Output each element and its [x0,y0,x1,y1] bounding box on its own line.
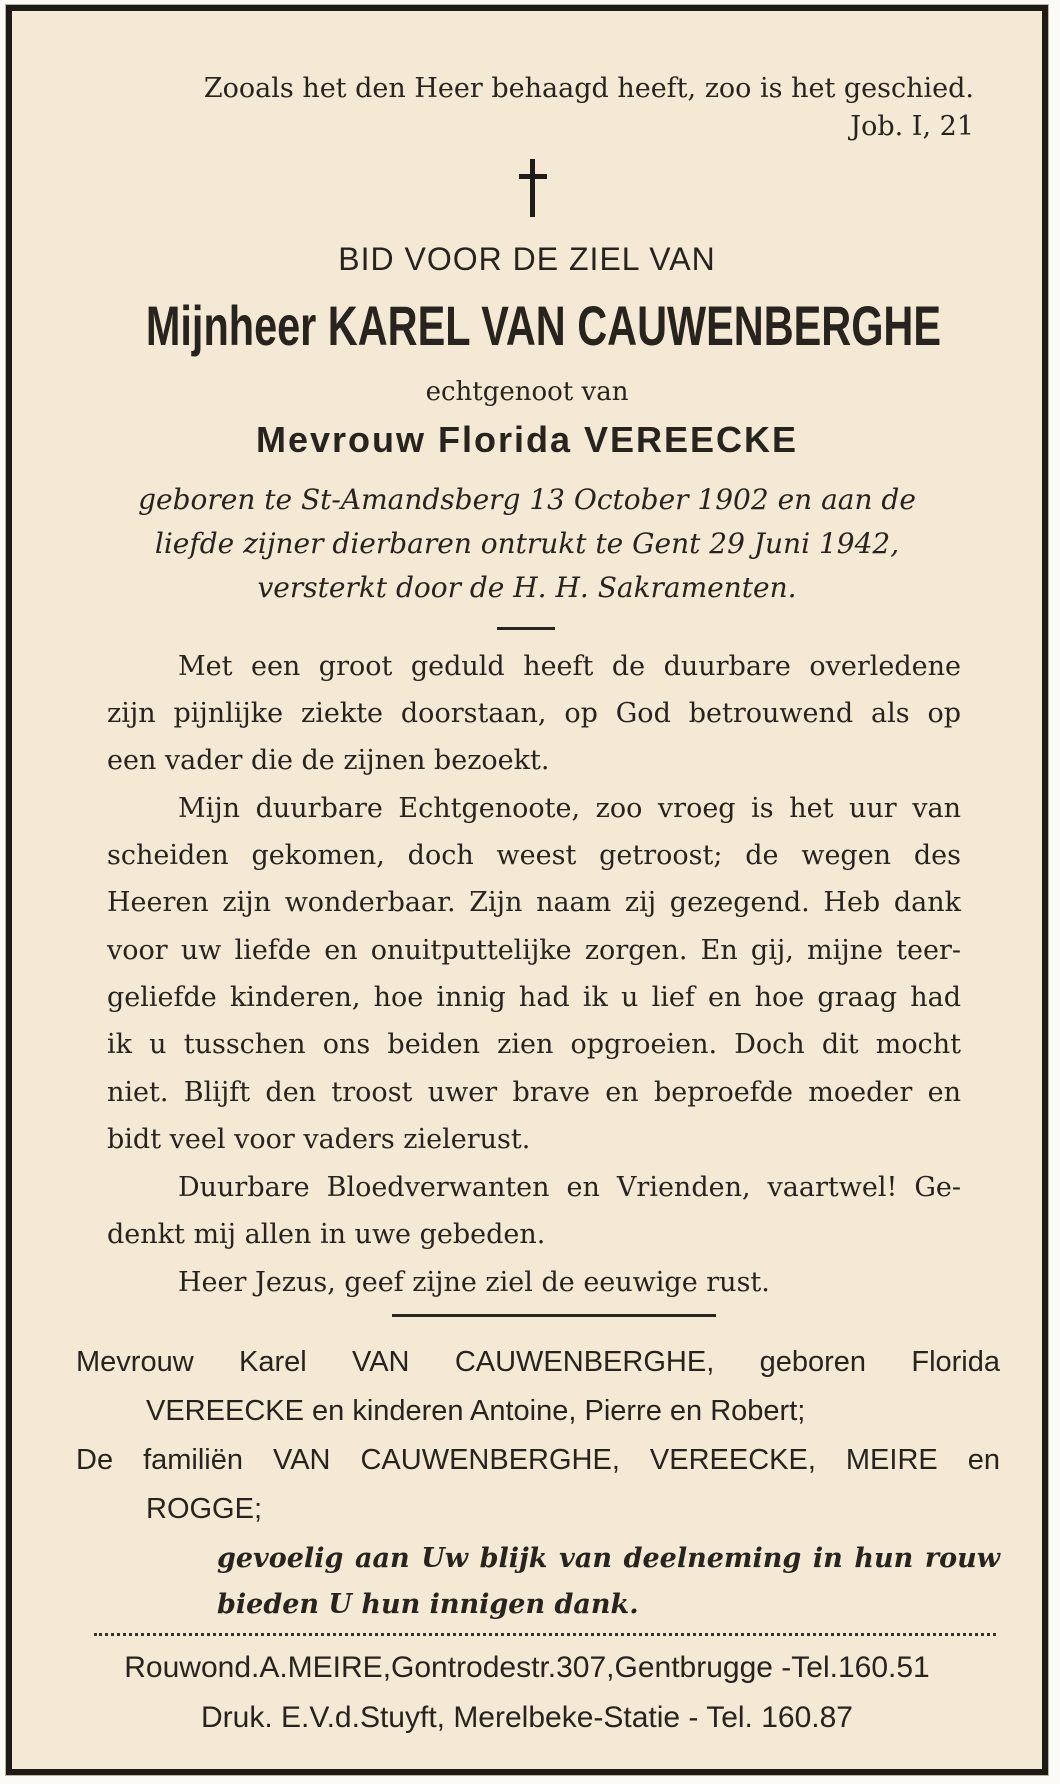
body-line: Heeren zijn wonderbaar. Zijn naam zij gezegend. Heb dank [107,887,961,918]
printer-line: Druk. E.V.d.Stuyft, Merelbeke-Statie - Tel. 160.87 [200,1701,853,1734]
body-line: voor uw liefde en onuitputtelijke zorgen. En gij, mijne teer- [107,935,961,966]
epigraph-text: Zooals het den Heer behaagd heeft, zoo is het geschied. [203,73,974,104]
body-line: Duurbare Bloedverwanten en Vrienden, vaartwel! Ge- [178,1172,961,1203]
body-line: bidt veel voor vaders zielerust. [107,1124,531,1155]
dotted-divider [94,1633,996,1636]
birth-death-line: liefde zijner dierbaren ontrukt te Gent 29 Juni 1942, [154,527,900,560]
prayer-heading: BID VOOR DE ZIEL VAN [338,241,716,277]
body-line: een vader die de zijnen bezoekt. [107,745,550,776]
spouse-label: echtgenoot van [425,377,629,407]
thanks-line: gevoelig aan Uw blijk van deelneming in hun rouw [217,1543,1000,1574]
body-line: Met een groot geduld heeft de duurbare overledene [178,651,961,682]
deceased-name: Mijnheer KAREL VAN CAUWENBERGHE [145,294,941,357]
body-line: geliefde kinderen, hoe innig had ik u lief en hoe graag had [107,982,961,1013]
birth-death-line: versterkt door de H. H. Sakramenten. [257,571,797,604]
body-line: scheiden gekomen, doch weest getroost; de wegen des [107,840,961,871]
cross-icon [519,159,547,217]
spouse-name: Mevrouw Florida VEREECKE [255,419,799,460]
section-divider [392,1314,716,1317]
body-line: Heer Jezus, geef zijne ziel de eeuwige rust. [178,1267,770,1298]
body-line: niet. Blijft den troost uwer brave en beproefde moeder en [107,1077,961,1108]
printer-line: Rouwond.A.MEIRE,Gontrodestr.307,Gentbrugge -Tel.160.51 [124,1651,930,1684]
memorial-card [6,5,1048,1775]
body-line: zijn pijnlijke ziekte doorstaan, op God betrouwend als op [107,698,961,729]
birth-death-line: geboren te St-Amandsberg 13 October 1902 en aan de [138,483,916,516]
family-line: Mevrouw Karel VAN CAUWENBERGHE, geboren Florida [76,1346,1000,1378]
body-line: ik u tusschen ons beiden zien opgroeien. Doch dit mocht [107,1029,961,1060]
body-line: Mijn duurbare Echtgenoote, zoo vroeg is het uur van [178,793,961,824]
family-line: ROGGE; [146,1493,263,1525]
epigraph-reference: Job. I, 21 [850,111,974,142]
family-line: VEREECKE en kinderen Antoine, Pierre en Robert; [146,1395,806,1427]
short-divider [497,627,555,630]
body-line: denkt mij allen in uwe gebeden. [107,1219,546,1250]
thanks-line: bieden U hun innigen dank. [217,1589,639,1620]
family-line: De familiën VAN CAUWENBERGHE, VEREECKE, MEIRE en [76,1444,1000,1476]
